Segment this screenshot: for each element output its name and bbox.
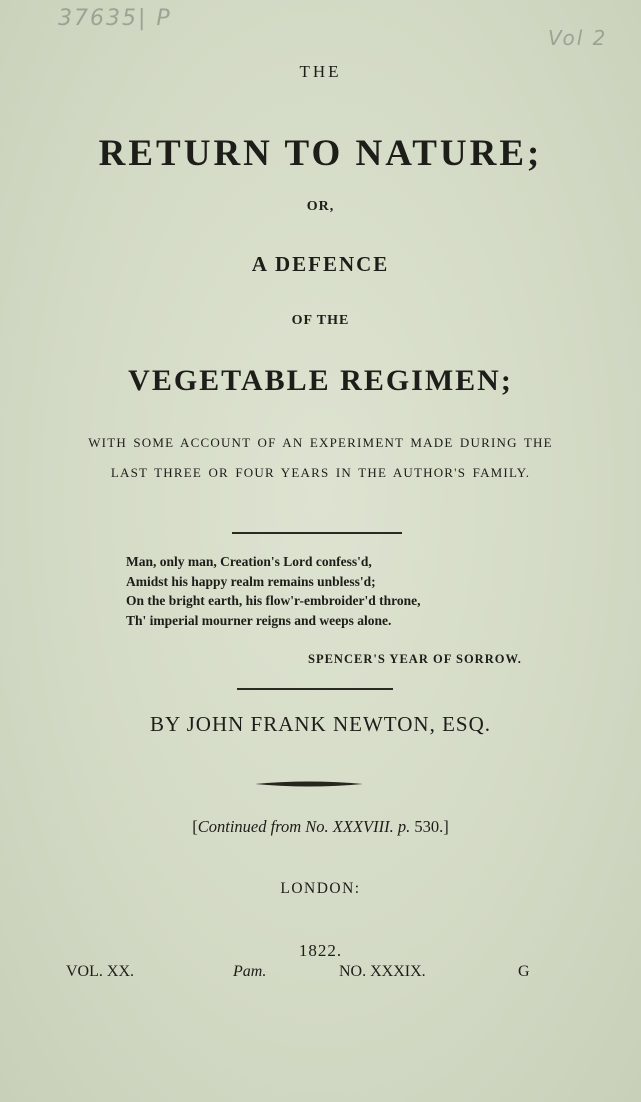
title-defence: A DEFENCE — [251, 252, 390, 276]
title-regimen: VEGETABLE REGIMEN; — [128, 364, 513, 397]
footer-volume: VOL. XX. — [66, 963, 134, 980]
handwritten-volume-note: Vol 2 — [548, 26, 608, 50]
author-suffix: ESQ. — [442, 712, 492, 736]
epigraph-line: On the bright earth, his flow'r-embroider'd throne, — [126, 593, 421, 608]
footer-pam: Pam. — [233, 963, 267, 980]
handwritten-shelfmark: 37635| P — [58, 6, 172, 31]
subtitle-line-1: WITH SOME ACCOUNT OF AN EXPERIMENT MADE DURING THE — [88, 435, 553, 450]
title-of-the: OF THE — [291, 313, 350, 328]
epigraph-line: Man, only man, Creation's Lord confess'd, — [126, 554, 372, 569]
title-article: THE — [299, 62, 342, 81]
main-title: RETURN TO NATURE; — [98, 133, 543, 174]
epigraph-attribution: SPENCER'S YEAR OF SORROW. — [308, 652, 522, 666]
epigraph — [126, 552, 421, 630]
epigraph-line: Amidst his happy realm remains unbless'd; — [126, 573, 376, 589]
imprint-year: 1822. — [298, 941, 343, 960]
epigraph-line: Th' imperial mourner reigns and weeps alone. — [126, 612, 392, 628]
author-name: JOHN FRANK NEWTON, — [186, 712, 436, 736]
continued-text: Continued from No. XXXVIII. p. — [197, 817, 411, 836]
subtitle-line-2: LAST THREE OR FOUR YEARS IN THE AUTHOR'S FAMILY. — [110, 465, 531, 480]
continued-note — [0, 817, 641, 837]
continued-open: [ — [192, 817, 198, 836]
author-line — [0, 712, 641, 737]
ornament-rule — [253, 780, 365, 788]
rule-top — [232, 532, 402, 534]
continued-page: 530. — [414, 817, 444, 836]
footer-signature: G — [518, 963, 530, 980]
rule-middle — [237, 688, 393, 690]
title-or: OR, — [306, 199, 335, 214]
author-by: BY — [149, 712, 181, 736]
footer-number: NO. XXXIX. — [339, 963, 426, 980]
continued-close: ] — [443, 817, 449, 836]
imprint-place: LONDON: — [280, 880, 361, 897]
